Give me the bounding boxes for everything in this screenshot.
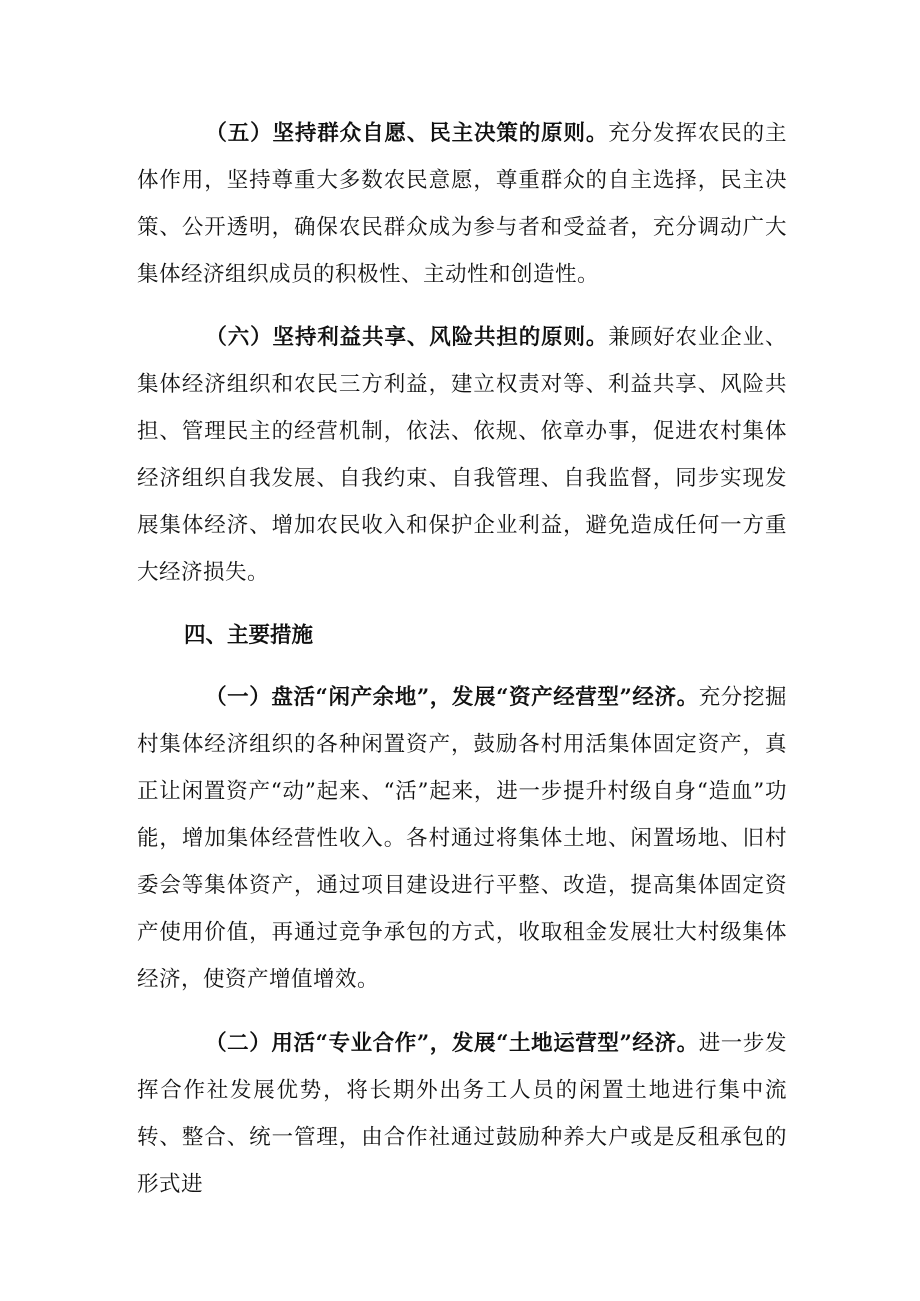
paragraph-principle-5 [137,110,787,298]
paragraph-lead: （六）坚持利益共享、风险共担的原则。 [205,325,609,350]
paragraph-body: 兼顾好农业企业、集体经济组织和农民三方利益，建立权责对等、利益共享、风险共担、管理民主的经营机制，依法、依规、依章办事，促进农村集体经济组织自我发展、自我约束、自我管理、自我监督，同步实现发展集体经济、增加农民收入和保护企业利益，避免造成任何一方重大经济损失。 [137,325,787,585]
paragraph-measure-2 [137,1020,787,1208]
section-heading: 四、主要措施 [184,623,314,648]
paragraph-measure-1 [137,674,787,1003]
paragraph-body: 进一步发挥合作社发展优势，将长期外出务工人员的闲置土地进行集中流转、整合、统一管理，由合作社通过鼓励种养大户或是反租承包的形式进 [137,1031,787,1197]
paragraph-body: 充分挖掘村集体经济组织的各种闲置资产，鼓励各村用活集体固定资产，真正让闲置资产“动”起来、“活”起来，进一步提升村级自身“造血”功能，增加集体经营性收入。各村通过将集体土地、闲置场地、旧村委会等集体资产，通过项目建设进行平整、改造，提高集体固定资产使用价值，再通过竞争承包的方式，收取租金发展壮大村级集体经济，使资产增值增效。 [137,685,787,992]
paragraph-lead: （五）坚持群众自愿、民主决策的原则。 [205,121,609,146]
paragraph-lead: （二）用活“专业合作”，发展“土地运营型”经济。 [205,1031,699,1056]
paragraph-lead: （一）盘活“闲产余地”，发展“资产经营型”经济。 [205,685,699,710]
paragraph-principle-6 [137,314,787,596]
paragraph-body: 充分发挥农民的主体作用，坚持尊重大多数农民意愿，尊重群众的自主选择，民主决策、公开透明，确保农民群众成为参与者和受益者，充分调动广大集体经济组织成员的积极性、主动性和创造性。 [137,121,787,287]
